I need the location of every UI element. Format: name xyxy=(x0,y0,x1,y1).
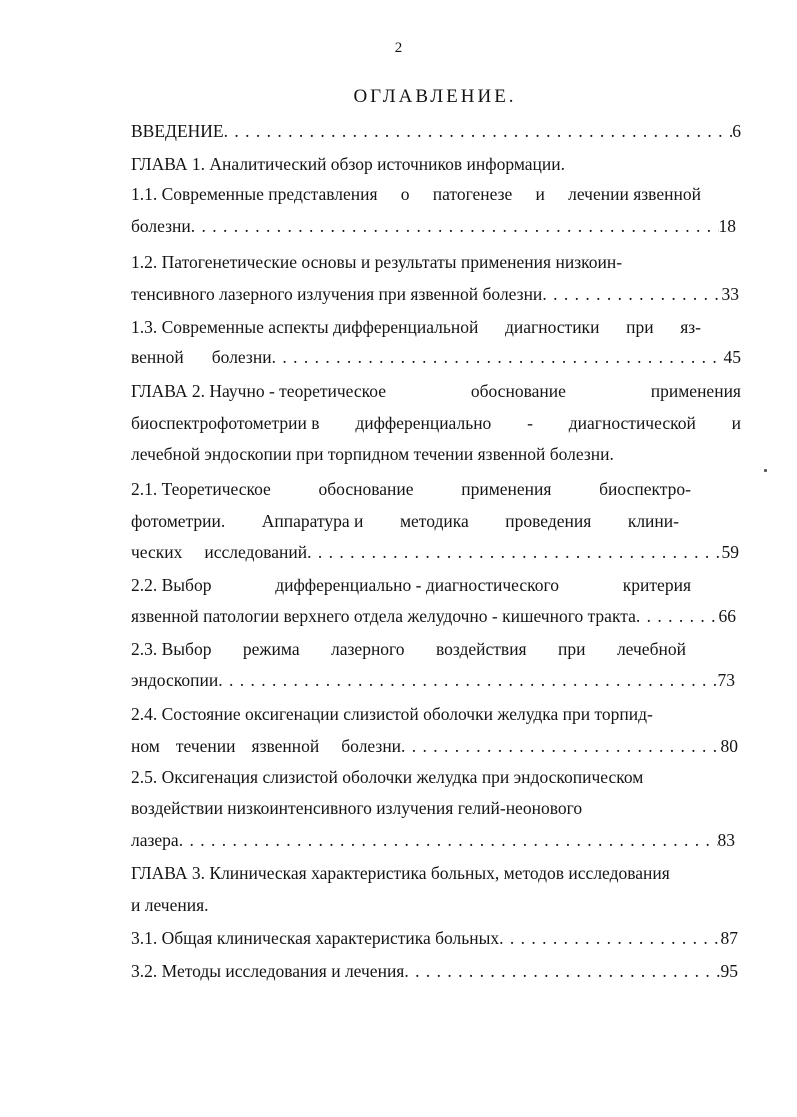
toc-text: дифференциально - диагностического xyxy=(275,575,559,595)
dot-leader xyxy=(404,960,720,982)
toc-text: диагностики xyxy=(505,317,600,337)
toc-text: венной xyxy=(131,347,184,367)
toc-page-number: 87 xyxy=(720,928,738,948)
toc-entry-label: 3.1. Общая клиническая характеристика больных xyxy=(131,928,500,948)
toc-text: язвенной xyxy=(251,736,320,756)
toc-entry-label: 3.2. Методы исследования и лечения xyxy=(131,961,405,981)
toc-page-number: 80 xyxy=(720,736,738,756)
toc-text: течении xyxy=(175,736,236,756)
toc-text: болезни xyxy=(211,347,272,367)
toc-entry-2-1-line1[interactable] xyxy=(131,478,691,500)
toc-entry-2-5-line3[interactable] xyxy=(131,829,735,851)
toc-text: Аппаратура и xyxy=(261,511,364,531)
dot-leader xyxy=(224,120,733,142)
toc-entry-2-4-line2[interactable] xyxy=(131,735,738,757)
toc-text: фотометрии. xyxy=(131,511,226,531)
scan-speck xyxy=(764,469,767,472)
toc-entry-1-1-line1[interactable] xyxy=(131,183,701,205)
toc-page-number: 6 xyxy=(732,121,741,141)
toc-chapter-3-line1[interactable]: ГЛАВА 3. Клиническая характеристика больных, методов исследования xyxy=(131,863,670,883)
toc-page-number: 45 xyxy=(723,347,741,367)
dot-leader xyxy=(218,669,717,691)
toc-entry-label xyxy=(131,541,307,563)
toc-entry-label: тенсивного лазерного излучения при язвенной болезни xyxy=(131,284,543,304)
toc-entry-label xyxy=(131,346,272,368)
toc-text: критерия xyxy=(622,575,691,595)
toc-entry-1-3-line2[interactable] xyxy=(131,346,741,368)
toc-text: при xyxy=(558,639,586,659)
dot-leader xyxy=(191,215,719,237)
dot-leader xyxy=(636,605,719,627)
toc-entry-2-5-line1[interactable]: 2.5. Оксигенация слизистой оболочки желудка при эндоскопическом xyxy=(131,767,644,787)
toc-entry-1-3-line1[interactable] xyxy=(131,316,701,338)
toc-text: дифференциально xyxy=(355,413,492,433)
toc-page-number: 66 xyxy=(718,606,736,626)
toc-text: 1.1. Современные представления xyxy=(131,184,378,204)
toc-entry-1-2-line1[interactable]: 1.2. Патогенетические основы и результаты применения низкоин- xyxy=(131,252,623,272)
dot-leader xyxy=(307,541,721,563)
toc-entry-2-3-line1[interactable] xyxy=(131,638,686,660)
toc-text: патогенезе xyxy=(432,184,513,204)
toc-text: проведения xyxy=(505,511,592,531)
toc-text: диагностической xyxy=(568,413,696,433)
toc-entry-label xyxy=(131,735,401,757)
dot-leader xyxy=(401,735,720,757)
dot-leader xyxy=(179,829,718,851)
toc-page-number: 59 xyxy=(721,542,739,562)
toc-chapter-3-line2[interactable]: и лечения. xyxy=(131,895,209,915)
toc-text: и xyxy=(535,184,545,204)
toc-entry-2-1-line3[interactable] xyxy=(131,541,739,563)
toc-entry-3-2[interactable] xyxy=(131,960,738,982)
toc-text: биоспектрофотометрии в xyxy=(131,413,320,433)
page-title: ОГЛАВЛЕНИЕ. xyxy=(353,86,517,107)
toc-text: исследований xyxy=(204,542,308,562)
toc-entry-2-4-line1[interactable]: 2.4. Состояние оксигенации слизистой оболочки желудка при торпид- xyxy=(131,704,653,724)
toc-text: режима xyxy=(242,639,300,659)
dot-leader xyxy=(499,927,720,949)
toc-chapter-2-line2[interactable] xyxy=(131,412,741,434)
page-number: 2 xyxy=(394,40,403,56)
toc-text: воздействия xyxy=(435,639,527,659)
toc-page-number: 83 xyxy=(717,830,735,850)
toc-text: 2.3. Выбор xyxy=(131,639,212,659)
toc-page-number: 18 xyxy=(718,216,736,236)
toc-entry-2-2-line1[interactable] xyxy=(131,574,691,596)
toc-entry-2-5-line2[interactable]: воздействии низкоинтенсивного излучения гелий-неонового xyxy=(131,798,583,818)
toc-entry-1-2-line2[interactable] xyxy=(131,283,739,305)
toc-text: применения xyxy=(461,479,552,499)
toc-text: яз- xyxy=(680,317,701,337)
toc-entry-2-1-line2[interactable] xyxy=(131,510,679,532)
toc-text: применения xyxy=(650,381,741,401)
toc-text: 2.1. Теоретическое xyxy=(131,479,271,499)
toc-text: лечении язвенной xyxy=(568,184,701,204)
toc-text: методика xyxy=(399,511,469,531)
toc-entry-label: ВВЕДЕНИЕ xyxy=(131,121,224,141)
toc-chapter-2-line3[interactable]: лечебной эндоскопии при торпидном течении язвенной болезни. xyxy=(131,444,614,464)
toc-text: 1.3. Современные аспекты дифференциальной xyxy=(131,317,479,337)
toc-text: 2.2. Выбор xyxy=(131,575,212,595)
toc-entry-label: болезни xyxy=(131,216,191,236)
toc-entry-label: лазера xyxy=(131,830,179,850)
toc-text: ГЛАВА 2. Научно - теоретическое xyxy=(131,381,386,401)
toc-text: лазерного xyxy=(331,639,405,659)
toc-text: при xyxy=(626,317,654,337)
toc-page-number: 95 xyxy=(720,961,738,981)
toc-text: о xyxy=(400,184,410,204)
toc-chapter-2-line1[interactable] xyxy=(131,380,741,402)
toc-entry-2-3-line2[interactable] xyxy=(131,669,735,691)
toc-text: биоспектро- xyxy=(599,479,691,499)
toc-entry-3-1[interactable] xyxy=(131,927,738,949)
toc-page-number: 73 xyxy=(717,670,735,690)
toc-text: болезни xyxy=(341,736,402,756)
toc-entry-label: эндоскопии xyxy=(131,670,219,690)
toc-text: - xyxy=(527,413,533,433)
toc-entry-label: язвенной патологии верхнего отдела желудочно - кишечного тракта xyxy=(131,606,636,626)
toc-text: обоснование xyxy=(470,381,566,401)
toc-text: обоснование xyxy=(318,479,414,499)
toc-entry-1-1-line2[interactable] xyxy=(131,215,736,237)
toc-entry-intro[interactable] xyxy=(131,120,741,142)
dot-leader xyxy=(272,346,724,368)
toc-text: и xyxy=(731,413,741,433)
toc-entry-2-2-line2[interactable] xyxy=(131,605,736,627)
toc-text: ческих xyxy=(131,542,183,562)
toc-page-number: 33 xyxy=(721,284,739,304)
toc-text: ном xyxy=(131,736,160,756)
toc-chapter-1[interactable]: ГЛАВА 1. Аналитический обзор источников информации. xyxy=(131,154,566,174)
toc-text: клини- xyxy=(627,511,679,531)
toc-text: лечебной xyxy=(616,639,686,659)
dot-leader xyxy=(542,283,721,305)
